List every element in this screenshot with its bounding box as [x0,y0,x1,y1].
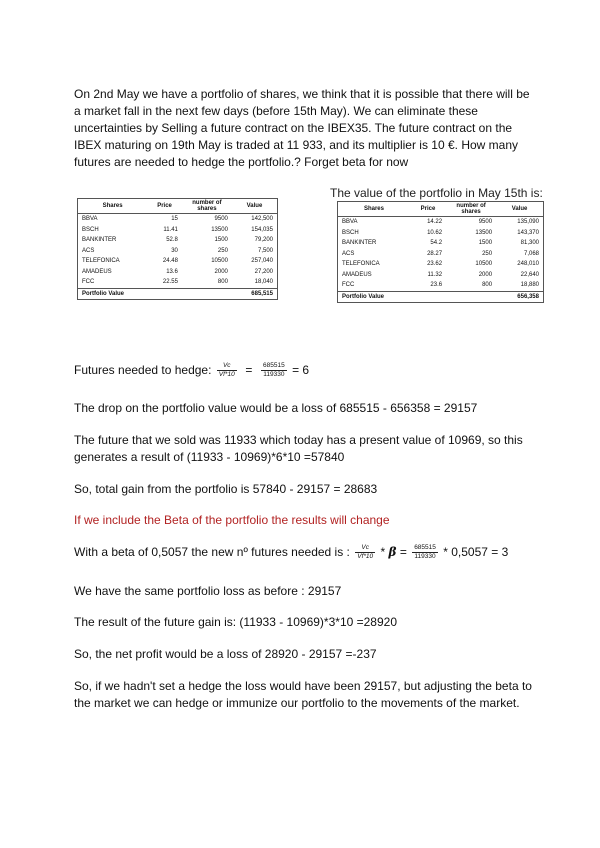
cell-number-of-shares: 2000 [214,268,228,275]
cell-value: 22,640 [520,271,539,278]
cell-price: 23.6 [430,282,443,289]
table-row [78,277,278,288]
cell-number-of-shares: 2000 [478,271,493,278]
cell-share-name: BSCH [342,229,359,236]
column-header-shares: Shares [78,199,148,214]
fraction-denominator: 119330 [414,553,436,561]
future-sold-paragraph: The future that we sold was 11933 which today has a present value of 10969, so this generates a result of (11933 - 10969)*6*10 =57840 [74,433,523,464]
beta-symbol: β [388,545,397,559]
portfolio-table-may-15 [337,201,544,303]
cell-value: 143,370 [517,229,539,236]
cell-number-of-shares: 13500 [475,229,493,236]
cell-number-of-shares: 9500 [214,216,228,223]
table-row [338,249,544,260]
cell-share-name: BBVA [342,219,358,226]
fraction-numerator: 685515 [263,362,285,370]
total-value: 656,358 [496,291,543,303]
fraction-denominator: 119330 [263,371,285,379]
table-row [78,256,278,267]
cell-value: 248,010 [517,261,539,268]
cell-value: 7,500 [257,247,273,254]
column-header-value: Value [232,199,278,214]
table-row [338,238,544,249]
cell-number-of-shares: 250 [217,247,228,254]
fraction-denominator: Vf*10 [357,553,374,561]
table-row [78,246,278,257]
cell-price: 22.55 [162,279,178,286]
cell-share-name: FCC [342,282,355,289]
table-row [78,267,278,278]
cell-value: 257,040 [251,258,273,265]
cell-price: 54.2 [430,240,443,247]
cell-share-name: AMADEUS [82,268,112,275]
cell-value: 154,035 [251,226,273,233]
cell-share-name: BBVA [82,216,98,223]
cell-number-of-shares: 1500 [478,240,493,247]
cell-share-name: FCC [82,279,95,286]
cell-price: 13.6 [166,268,178,275]
cell-price: 11.32 [427,271,443,278]
cell-price: 52.8 [166,237,178,244]
total-value: 685,515 [232,288,278,300]
equals-sign: = [245,363,253,377]
table-row [78,225,278,236]
fraction-denominator: Vf*10 [218,371,235,379]
total-gain-line: So, total gain from the portfolio is 57840 - 29157 = 28683 [74,482,378,496]
table-row [78,214,278,225]
column-header-price: Price [410,202,446,217]
column-header-price: Price [147,199,182,214]
cell-share-name: BANKINTER [342,240,377,247]
conclusion-paragraph: So, if we hadn't set a hedge the loss would have been 29157, but adjusting the beta to the market we can hedge or immunize our portfolio to the movements of the market. [74,679,532,710]
cell-number-of-shares: 800 [217,279,228,286]
cell-number-of-shares: 13500 [211,226,228,233]
table-row [338,217,544,228]
table-header-row [338,202,544,217]
table-row [338,270,544,281]
cell-share-name: TELEFONICA [82,258,120,265]
intro-paragraph: On 2nd May we have a portfolio of shares, we think that it is possible that there will be a market fall in the next few days (before 15th May). We can eliminate these uncertainties by Selling a future contract on the IBEX35. The future contract on the IBEX maturing on 19th May is traded at 11 933, and its multiplier is 10 €. How many futures are needed to hedge the portfolio.? Forget beta for now [74,87,530,169]
table2-title: The value of the portfolio in May 15th is: [330,186,543,200]
cell-share-name: ACS [82,247,95,254]
cell-price: 23.62 [427,261,443,268]
drop-line: The drop on the portfolio value would be a loss of 685515 - 656358 = 29157 [74,401,478,415]
fraction-values [412,544,438,561]
cell-value: 18,040 [254,279,273,286]
cell-price: 15 [171,216,178,223]
futures-formula-prefix: Futures needed to hedge: [74,363,212,377]
cell-value: 81,300 [520,240,539,247]
equals-sign: = [399,545,407,559]
future-gain-line: The result of the future gain is: (11933 - 10969)*3*10 =28920 [74,615,397,629]
cell-share-name: ACS [342,250,355,257]
total-label: Portfolio Value [338,291,497,303]
total-label: Portfolio Value [78,288,232,300]
beta-heading: If we include the Beta of the portfolio the results will change [74,513,390,527]
cell-number-of-shares: 1500 [214,237,228,244]
cell-share-name: BANKINTER [82,237,117,244]
column-header-value: Value [496,202,543,217]
fraction-vc-over-vf [217,362,237,379]
fraction-numerator: 685515 [414,544,436,552]
cell-value: 79,200 [254,237,273,244]
futures-formula-line [74,362,534,379]
fraction-numerator: Vc [217,362,237,371]
beta-formula-prefix: With a beta of 0,5057 the new nº futures needed is : [74,545,350,559]
cell-number-of-shares: 10500 [211,258,228,265]
cell-number-of-shares: 800 [482,282,493,289]
cell-price: 10.62 [427,229,443,236]
cell-share-name: BSCH [82,226,99,233]
cell-value: 7,068 [523,250,539,257]
cell-share-name: TELEFONICA [342,261,380,268]
column-header-shares: Shares [338,202,410,217]
column-header-number-of-shares: number of shares [446,202,496,217]
table-row [338,228,544,239]
column-header-number-of-shares: number of shares [182,199,232,214]
fraction-values [261,362,287,379]
cell-value: 18,880 [520,282,539,289]
total-row [78,288,278,300]
cell-price: 28.27 [427,250,443,257]
table-row [338,259,544,270]
multiply-sign: * [380,545,386,559]
beta-formula-line [74,544,534,561]
cell-value: 142,500 [251,216,273,223]
cell-price: 24.48 [162,258,178,265]
portfolio-table-may-2 [77,198,278,300]
cell-price: 30 [171,247,178,254]
cell-number-of-shares: 9500 [478,219,493,226]
cell-value: 27,200 [254,268,273,275]
cell-number-of-shares: 10500 [475,261,493,268]
table-row [338,280,544,291]
cell-number-of-shares: 250 [482,250,493,257]
net-profit-line: So, the net profit would be a loss of 28920 - 29157 =-237 [74,647,377,661]
same-loss-line: We have the same portfolio loss as before : 29157 [74,584,342,598]
table-header-row [78,199,278,214]
cell-price: 11.41 [163,226,178,233]
fraction-numerator: Vc [355,544,375,553]
cell-value: 135,090 [517,219,539,226]
fraction-vc-over-vf [355,544,375,561]
cell-price: 14.22 [427,219,443,226]
table-row [78,235,278,246]
futures-result: = 6 [292,363,310,377]
cell-share-name: AMADEUS [342,271,372,278]
beta-formula-result: * 0,5057 = 3 [443,545,509,559]
total-row [338,291,544,303]
